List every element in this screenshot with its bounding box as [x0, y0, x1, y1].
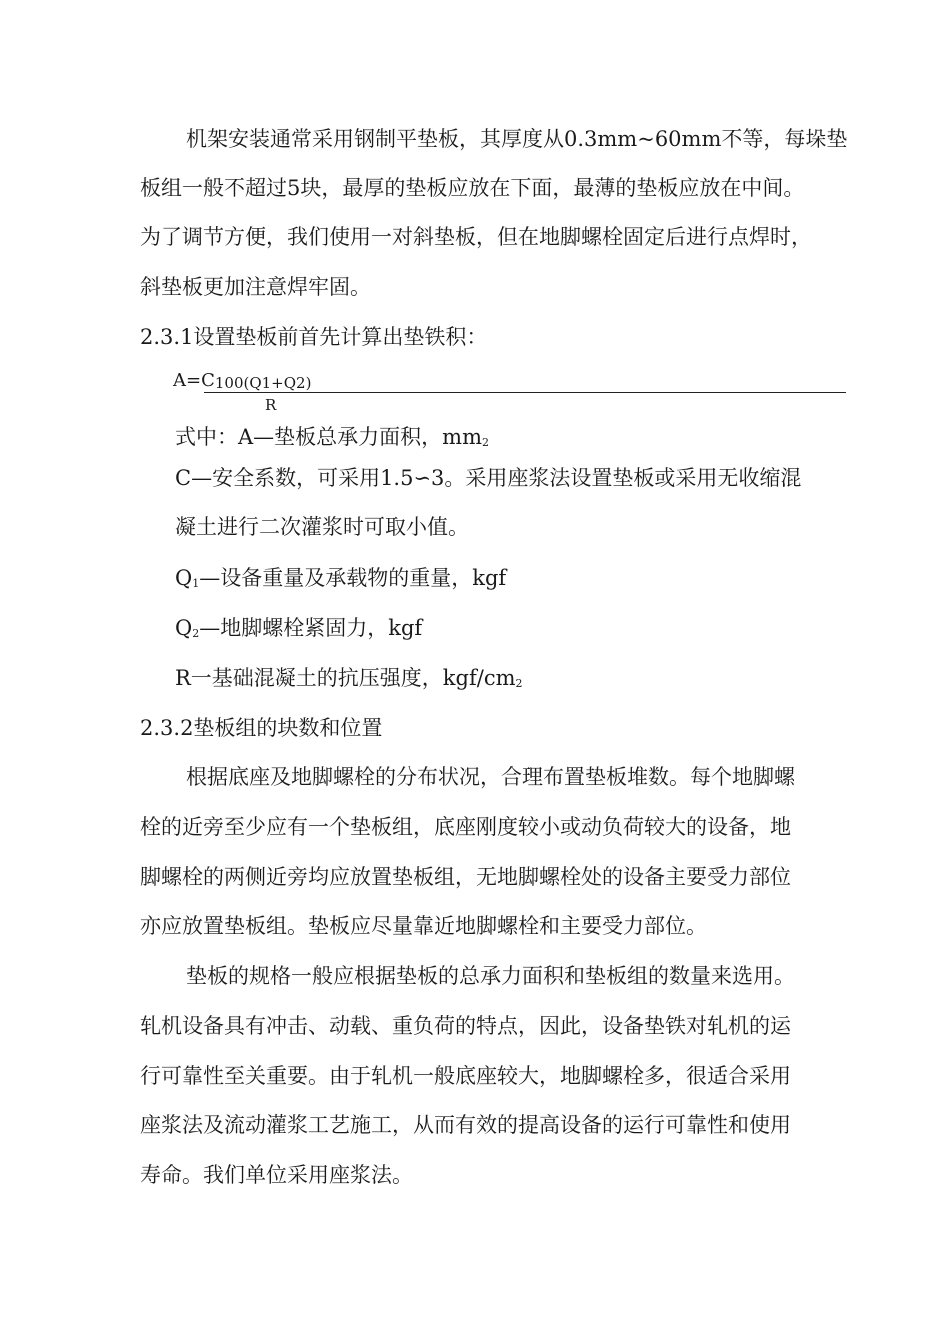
definition-Q1-subscript: 1 — [192, 577, 200, 590]
paragraph3-line-3: 行可靠性至关重要。由于轧机一般底座较大，地脚螺栓多，很适合采用 — [140, 1064, 791, 1088]
formula — [173, 370, 311, 392]
definition-A-superscript: 2 — [482, 436, 489, 449]
paragraph1-line-3: 为了调节方便，我们使用一对斜垫板，但在地脚螺栓固定后进行点焊时， — [140, 225, 812, 249]
definition-A-text: 式中：A—垫板总承力面积，mm — [175, 425, 482, 449]
paragraph2-line-1: 根据底座及地脚螺栓的分布状况，合理布置垫板堆数。每个地脚螺 — [186, 765, 795, 789]
definition-Q2-letter: Q — [175, 616, 193, 640]
definition-Q2-text: —地脚螺栓紧固力，kgf — [199, 616, 423, 640]
formula-fraction-rule — [204, 392, 846, 393]
definition-R-superscript: 2 — [515, 677, 523, 690]
paragraph2-line-4: 亦应放置垫板组。垫板应尽量靠近地脚螺栓和主要受力部位。 — [140, 914, 707, 938]
definition-Q1-text: —设备重量及承载物的重量，kgf — [199, 566, 507, 590]
definition-Q1 — [175, 563, 506, 599]
paragraph3-line-1: 垫板的规格一般应根据垫板的总承力面积和垫板组的数量来选用。 — [186, 964, 795, 988]
definition-C-line-1: C—安全系数，可采用1.5∽3。采用座浆法设置垫板或采用无收缩混 — [175, 466, 802, 490]
paragraph3-line-5: 寿命。我们单位采用座浆法。 — [140, 1163, 413, 1187]
section-heading-2-3-2: 2.3.2垫板组的块数和位置 — [140, 716, 383, 740]
paragraph1-line-2: 板组一般不超过5块，最厚的垫板应放在下面，最薄的垫板应放在中间。 — [140, 176, 805, 200]
paragraph1-line-4: 斜垫板更加注意焊牢固。 — [140, 275, 371, 299]
definition-Q2 — [175, 613, 422, 649]
formula-numerator: 100(Q1+Q2) — [214, 374, 312, 392]
definition-C-line-2: 凝土进行二次灌浆时可取小值。 — [175, 515, 469, 539]
paragraph2-line-2: 栓的近旁至少应有一个垫板组，底座刚度较小或动负荷较大的设备，地 — [140, 815, 791, 839]
paragraph1-line-1: 机架安装通常采用钢制平垫板，其厚度从0.3mm~60mm不等，每垛垫 — [186, 127, 848, 151]
definition-Q1-letter: Q — [175, 566, 193, 590]
definition-Q2-subscript: 2 — [192, 627, 200, 640]
definition-R — [175, 663, 523, 699]
definition-A — [175, 422, 489, 458]
section-heading-2-3-1: 2.3.1设置垫板前首先计算出垫铁积： — [140, 325, 488, 349]
paragraph3-line-2: 轧机设备具有冲击、动载、重负荷的特点，因此，设备垫铁对轧机的运 — [140, 1014, 791, 1038]
paragraph3-line-4: 座浆法及流动灌浆工艺施工，从而有效的提高设备的运行可靠性和使用 — [140, 1113, 791, 1137]
definition-R-text: R一基础混凝土的抗压强度，kgf/cm — [175, 666, 516, 690]
paragraph2-line-3: 脚螺栓的两侧近旁均应放置垫板组，无地脚螺栓处的设备主要受力部位 — [140, 865, 791, 889]
formula-lhs: A=C — [173, 370, 215, 391]
formula-denominator: R — [265, 396, 277, 414]
